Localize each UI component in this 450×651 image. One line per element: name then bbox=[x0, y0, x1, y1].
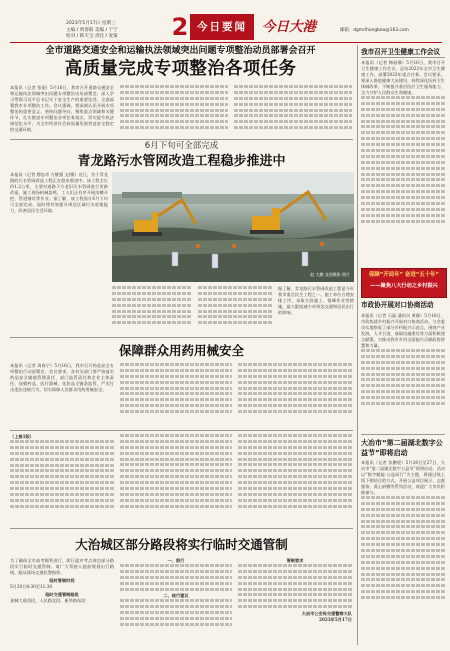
editors-line: 主编 / 周春阳 美编 / 于宁 bbox=[66, 27, 118, 33]
traffic-mid-sub1: 一、限行 bbox=[167, 558, 185, 563]
traffic-sub1-body: 5月20日8:30至11:30 bbox=[10, 584, 53, 589]
forum-col bbox=[361, 460, 445, 646]
gov-headline: 市政协开展对口协商活动 bbox=[361, 301, 434, 309]
banner-line-1: 保障“开局年” 奋进“五十年” bbox=[369, 272, 439, 278]
lead-col-2 bbox=[120, 85, 228, 137]
traffic-sub2: 临时交通管制路段 bbox=[45, 592, 79, 597]
drugs-col-2 bbox=[120, 363, 232, 423]
construction-photo bbox=[112, 172, 354, 282]
traffic-col-3 bbox=[238, 558, 352, 646]
traffic-footer: 大冶市公安局交通警察大队 2023年5月17日 bbox=[301, 611, 352, 623]
lead-col-3 bbox=[234, 85, 352, 137]
email-label: 邮箱： bbox=[340, 28, 354, 33]
page-number: 2 bbox=[171, 13, 189, 41]
lead-divider bbox=[10, 139, 353, 140]
email-address: dgmrlhongbao@163.com bbox=[353, 28, 409, 33]
health-body: 本报讯（记者 韩丽娜）5月16日，我市召开卫生健康工作会议，总结2022年全市卫生健康工作，部署2023年重点任务。会议要求，要深入推进健康大冶建设，持续深化医药卫生体制改革，不断提升基层医疗卫生服务能力，全力守护人民群众生命健康。 bbox=[361, 60, 445, 95]
traffic-body: 为了确保全市高考顺利进行，即日起对考点周边部分路段实行临时交通管制。请广大驾驶人提前规划出行路线，服从现场交通民警指挥。 bbox=[10, 558, 114, 575]
pipe-right-body: 据了解，青龙路污水管网改造工程是今年我市重点民生工程之一。施工单位合理安排工序，采取分段施工、错峰作业等措施，最大限度减少对周边交通和居民出行的影响。 bbox=[278, 286, 354, 315]
pipe-col-2 bbox=[112, 286, 192, 334]
sidebar-divider bbox=[357, 45, 358, 645]
lead-headline: 高质量完成专项整治各项任务 bbox=[64, 59, 297, 79]
email-line bbox=[340, 28, 450, 35]
proof-line: 校对 / 韩天宝 责任 / 麦菊 bbox=[66, 34, 118, 40]
traffic-sub1: 临时管制时间 bbox=[49, 578, 75, 583]
pipe-headline: 青龙路污水管网改造工程稳步推进中 bbox=[77, 154, 286, 169]
drugs-col-3 bbox=[238, 363, 352, 423]
traffic-top-col-2 bbox=[120, 434, 232, 514]
pipe-body: 本报讯（记者 穆忠奇 方继强 文/摄）近日，位于青龙路的污水管网改造工程正在稳步推进中。该工程全长约1.2公里，主要对道路下方老旧污水管网进行更新改造，施工现场机械轰鸣，工人们正有序开展沟槽开挖、管道铺设等作业。据了解，该工程预计6月下旬可全部完成，届时将有效提升周边区域污水收集能力，改善居民生活环境。 bbox=[10, 172, 108, 213]
pipe-col-3 bbox=[198, 286, 272, 334]
issue-date: 2023年5月17日 星期三 bbox=[66, 21, 116, 26]
drugs-col-1 bbox=[10, 363, 114, 423]
drugs-body: 本报讯（记者 周春宁）5月16日，我市召开药品安全专项整治行动部署会。会议要求，各有关部门要严格落实药品安全属地管理责任、部门监管责任和企业主体责任，加强药品、医疗器械、化妆品全链条监管，严厉打击违法违规行为，切实保障人民群众用药用械安全。 bbox=[10, 363, 114, 392]
gov-body: 本报讯（记者 石磊 通讯员 黄静）5月16日，市政协就乡村振兴开展对口协商活动。与会委员实地察看了部分乡村振兴示范点，围绕产业发展、人才引进、基础设施建设等方面积极建言献策，为推动我市乡村全面振兴贡献政协智慧和力量。 bbox=[361, 313, 445, 348]
health-col bbox=[361, 60, 445, 264]
pipe-kicker: 6月下旬可全部完成 bbox=[144, 141, 219, 151]
rural-banner bbox=[361, 268, 447, 298]
banner-line-2: ——聚焦八大行动之乡村振兴 bbox=[370, 283, 438, 289]
photo-credit: 赵 大鹏 龙图摄影 照片 bbox=[310, 272, 350, 277]
traffic-right-sub: 管制要求 bbox=[286, 558, 304, 563]
traffic-top-col-1 bbox=[10, 434, 114, 514]
traffic-divider bbox=[10, 430, 353, 431]
pipe-col-4 bbox=[278, 286, 354, 334]
traffic-top-col-3 bbox=[238, 434, 352, 514]
drugs-headline: 保障群众用药用械安全 bbox=[10, 337, 353, 360]
traffic-col-1 bbox=[10, 558, 114, 646]
lead-kicker: 全市道路交通安全和运输执法领域突出问题专项整治动员部署会召开 bbox=[45, 46, 316, 56]
newspaper-logo: 今日大港 bbox=[262, 19, 316, 35]
section-banner: 今日要闻 bbox=[190, 14, 254, 40]
traffic-headline: 大治城区部分路段将实行临时交通管制 bbox=[10, 528, 353, 555]
forum-body: 本报讯（记者 张鹏程）5月26日至27日，大冶市“第二届湖北数字公益节”即将启动。活动以“数字赋能·公益同行”为主题，将通过线上线下相结合的方式，开展公益项目展示、志愿服务、爱心捐赠等系列活动，欢迎广大市民积极参与。 bbox=[361, 460, 445, 495]
traffic-col-2 bbox=[120, 558, 232, 646]
traffic-kicker: （上接1版） bbox=[10, 434, 34, 439]
lead-col-1 bbox=[10, 85, 114, 137]
lead-body: 本报讯（记者 张丽）5月16日，我市召开道路交通安全和运输执法领域突出问题专项整治动员部署会，深入学习贯彻习近平总书记关于安全生产的重要论述，全面部署我市专项整治工作。会议强调，要深刻认识开展专项整治的重要意义，坚持问题导向，聚焦重点领域和关键环节，扎实推进专项整治各项任务落实，切实提升执法规范化水平，为全市经济社会高质量发展营造安全稳定的交通环境。 bbox=[10, 85, 114, 132]
traffic-sub2-body: 金城大道西段、人民路北段、新华路东段 bbox=[10, 598, 86, 603]
forum-headline: 大冶市“第二届湖北数字公益节”即将启动 bbox=[361, 434, 445, 458]
masthead-info bbox=[66, 21, 166, 41]
health-headline: 我市召开卫生健康工作会议 bbox=[361, 47, 445, 58]
pipe-text-col bbox=[10, 172, 108, 334]
masthead-rule bbox=[10, 42, 442, 43]
gov-col bbox=[361, 313, 445, 431]
traffic-mid-sub2: 二、绕行建议 bbox=[163, 593, 189, 599]
photo-illustration bbox=[112, 172, 354, 282]
